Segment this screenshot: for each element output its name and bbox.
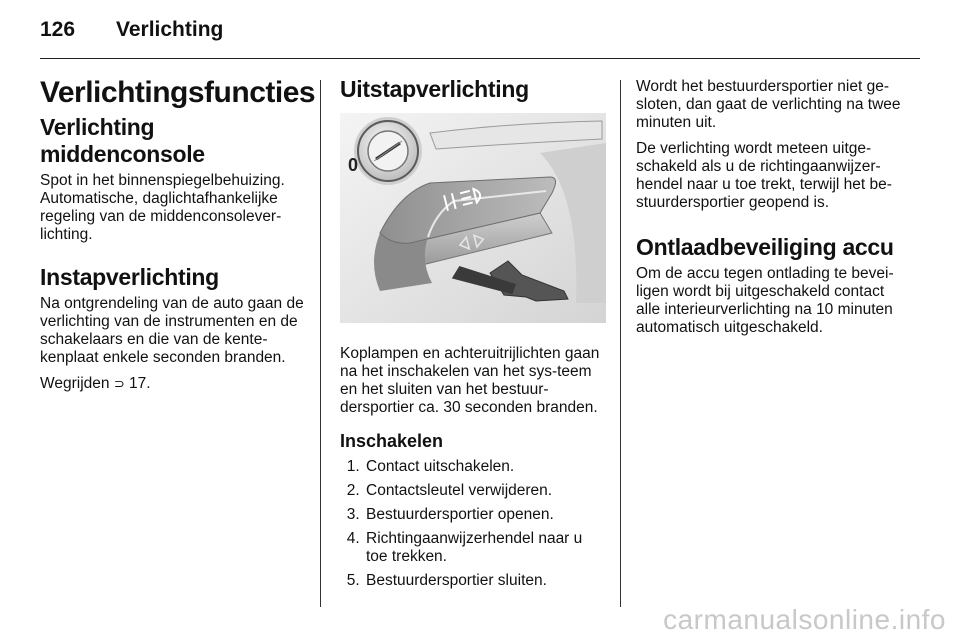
column-middle [340, 64, 606, 596]
list-item: 1. Contact uitschakelen. [364, 458, 606, 476]
page-header [40, 18, 920, 59]
reference-arrow-icon: ⊃ [113, 376, 125, 391]
column-left [40, 64, 316, 401]
steps-list [340, 458, 606, 590]
list-item: 2. Contactsleutel verwijderen. [364, 482, 606, 500]
paragraph-uitstapverlichting: Koplampen en achteruitrijlichten gaan na het inschakelen van het sys-teem en het sluiten van het bestuur-dersportier ca. 30 seconden branden. [340, 345, 600, 416]
cross-reference [40, 375, 308, 393]
illustration-label: 0 [348, 155, 359, 175]
heading-instapverlichting: Instapverlichting [40, 264, 219, 290]
heading-inschakelen: Inschakelen [340, 431, 444, 451]
list-item: 4. Richtingaanwijzerhendel naar u toe trekken. [364, 530, 606, 566]
heading-uitstapverlichting: Uitstapverlichting [340, 76, 529, 102]
list-item: 5. Bestuurdersportier sluiten. [364, 572, 606, 590]
heading-middenconsole: Verlichting middenconsole [40, 114, 205, 167]
paragraph-middenconsole: Spot in het binnenspiegelbehuizing. Automatische, daglichtafhankelijke regeling van de middenconsolever-lichting. [40, 172, 285, 243]
paragraph-ontlaadbeveiliging: Om de accu tegen ontlading te bevei-ligen wordt bij uitgeschakeld contact alle interieurverlichting na 10 minuten automatisch uitgeschakeld. [636, 265, 894, 336]
chapter-heading: Verlichtingsfuncties [40, 76, 316, 109]
paragraph-instapverlichting: Na ontgrendeling van de auto gaan de verlichting van de instrumenten en de schakelaars en die van de kente-kenplaat enkele seconden branden. [40, 295, 304, 366]
paragraph-lever-pull: De verlichting wordt meteen uitge-schakeld als u de richtingaanwijzer-hendel naar u toe trekt, terwijl het be-stuurdersportier geopend is. [636, 140, 892, 211]
column-divider [320, 80, 321, 607]
reference-page[interactable]: 17. [129, 375, 151, 392]
heading-ontlaadbeveiliging: Ontlaadbeveiliging accu [636, 234, 894, 260]
turn-signal-lever-illustration [340, 113, 606, 323]
page-number: 126 [40, 18, 76, 41]
list-item: 3. Bestuurdersportier openen. [364, 506, 606, 524]
reference-text: Wegrijden [40, 375, 110, 392]
watermark-text: carmanualsonline.info [663, 604, 946, 635]
column-divider [620, 80, 621, 607]
column-right [636, 64, 902, 345]
section-title: Verlichting [116, 18, 224, 41]
paragraph-door-open: Wordt het bestuurdersportier niet ge-sloten, dan gaat de verlichting na twee minuten uit. [636, 78, 901, 131]
